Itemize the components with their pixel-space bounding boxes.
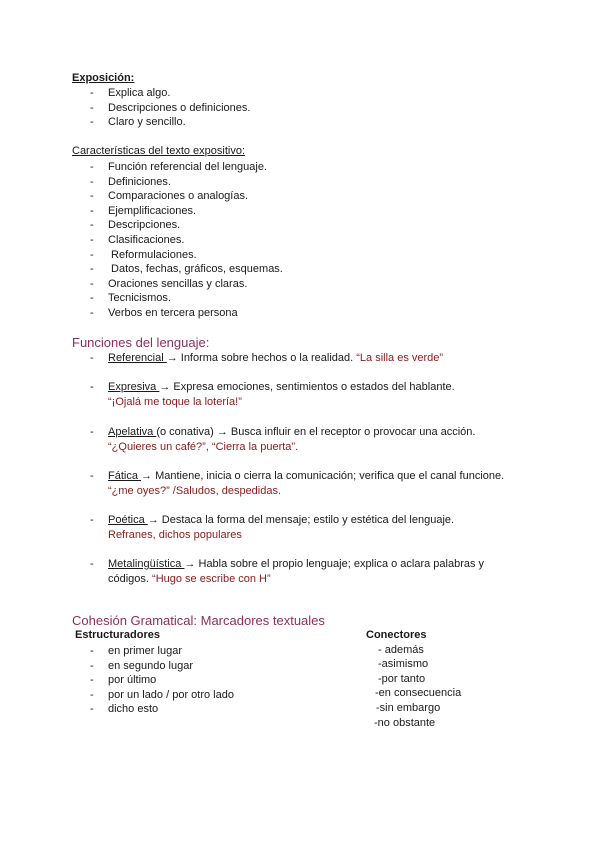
document-page: Exposición: - Explica algo. - Descripciones o definiciones. - Claro y sencillo. Características del texto expositivo: - Función referencial del lenguaje. - Definiciones. - Comparaciones o analogías. - Ejemplificaciones. - Descripciones. - Clasificaciones. - Reformulaciones. - Datos, fechas, gráficos, esquemas. - Oraciones sencillas y claras. - Tecnicismos. - Verbos en tercera persona Funciones del lenguaje: - Referencial → Informa sobre hechos o la realidad. “La silla es verde” - Expresiva → Expresa emociones, sentimientos o estados del hablante. “¡Ojalá me toque la lotería!” - Apelativa (o conativa) → Busca influir en el receptor o provocar una acción. “¿Quieres un café?”, “Cierra la puerta”. - Fática → Mantiene, inicia o cierra la comunicación; verifica que el canal funcione. “¿me oyes?” /Saludos, despedidas. - Poética → Destaca la forma del mensaje; estilo y estética del lenguaje. Refranes, dichos populares - Metalingüística → Habla sobre el propio lenguaje; explica o aclara palabras y códigos. “Hugo se escribe con H” Cohesión Gramatical: Marcadores textuales Estructuradores Conectores - en primer lugar - en segundo lugar - por último - por un lado / por otro lado - dicho esto - además -asimismo -por tanto -en consecuencia -sin embargo -no obstante: [72, 72, 505, 729]
exposicion-title: Exposición:: [72, 72, 135, 84]
conector-item: -por tanto: [378, 673, 426, 685]
conector-item: -asimismo: [378, 658, 429, 670]
conector-item: - además: [378, 644, 424, 656]
conector-item: -sin embargo: [376, 702, 441, 714]
conector-item: -no obstante: [374, 717, 436, 729]
caracteristicas-title: Características del texto expositivo:: [72, 145, 246, 157]
cohesion-title: Cohesión Gramatical: Marcadores textuales: [72, 613, 325, 628]
conectores-header: Conectores: [366, 629, 427, 641]
estructuradores-header: Estructuradores: [75, 629, 160, 641]
funciones-title: Funciones del lenguaje:: [72, 335, 210, 350]
conector-item: -en consecuencia: [375, 687, 462, 699]
